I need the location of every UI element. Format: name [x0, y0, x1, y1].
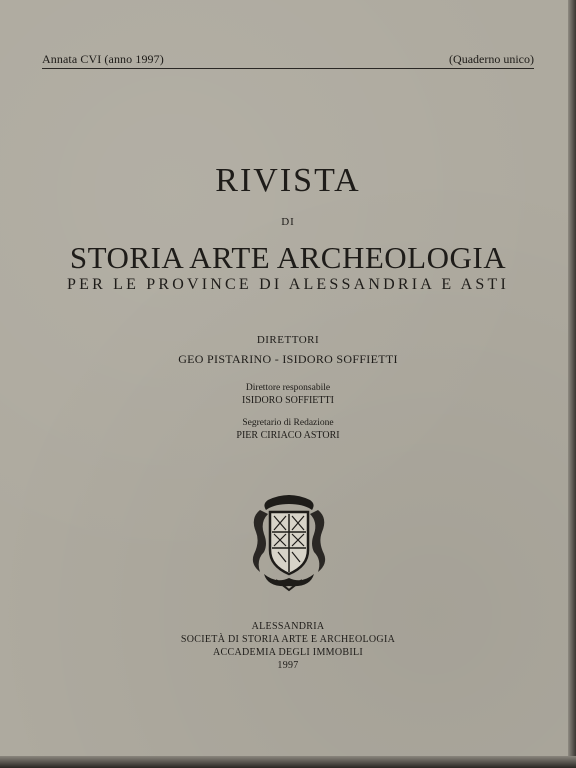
imprint-society: SOCIETÀ DI STORIA ARTE E ARCHEOLOGIA [180, 634, 396, 645]
imprint-year: 1997 [277, 660, 299, 671]
responsible-director-name: ISIDORO SOFFIETTI [242, 395, 334, 406]
subtitle: PER LE PROVINCE DI ALESSANDRIA E ASTI [67, 276, 509, 293]
editorial-secretary-name: PIER CIRIACO ASTORI [236, 430, 340, 441]
directors-label: DIRETTORI [256, 334, 320, 346]
title-di: DI [281, 216, 295, 228]
imprint-city: ALESSANDRIA [251, 621, 325, 632]
cover-bottom-edge [0, 756, 576, 768]
editorial-secretary-label: Segretario di Redazione [242, 418, 334, 428]
issue-type: (Quaderno unico) [449, 52, 534, 66]
coat-of-arms-icon [246, 492, 332, 592]
volume-info: Annata CVI (anno 1997) [42, 52, 164, 66]
title-rivista: RIVISTA [215, 162, 361, 199]
responsible-director-label: Direttore responsabile [245, 383, 331, 393]
page-title: STORIA ARTE ARCHEOLOGIA [69, 240, 507, 275]
header-rule [42, 68, 534, 69]
imprint-academy: ACCADEMIA DEGLI IMMOBILI [213, 647, 363, 658]
directors-names: GEO PISTARINO - ISIDORO SOFFIETTI [178, 352, 398, 366]
